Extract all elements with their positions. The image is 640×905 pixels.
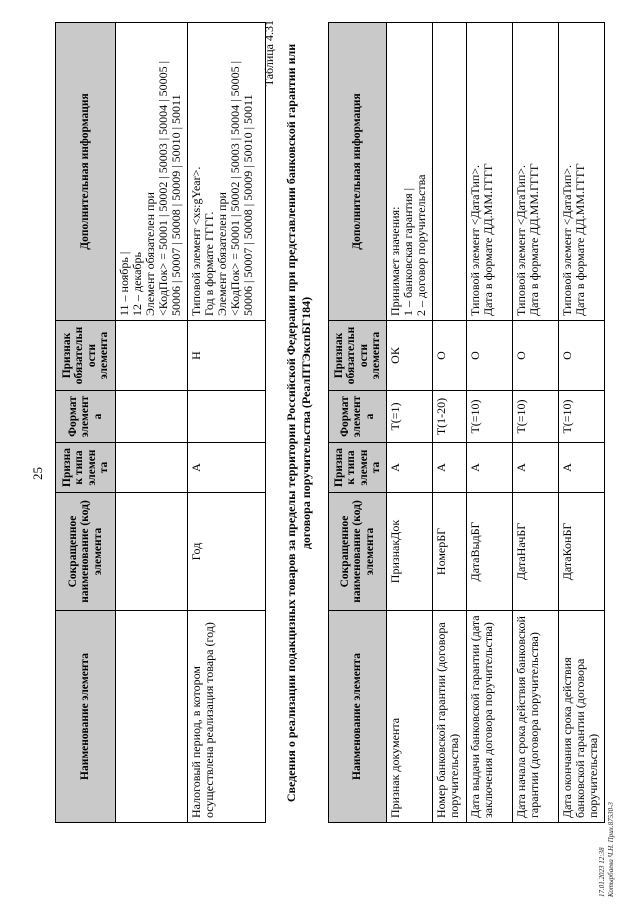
info-line: <КодПок> = 50001 | 50002 | 50003 | 50004 | 50005 |	[228, 61, 242, 316]
header-element-required: Признак обязательности элемента	[56, 321, 116, 391]
header-additional-info: Дополнительная информация	[56, 23, 116, 321]
cell-element-format	[116, 391, 188, 443]
cell-element-type: А	[433, 443, 467, 493]
cell-element-required: О	[433, 321, 467, 391]
cell-additional-info	[513, 23, 559, 321]
stamp-line: Котырбаева Ч.Н. Прих.87530-3	[607, 802, 615, 897]
cell-element-name: Номер банковской гарантии (договора поручительства)	[433, 611, 467, 823]
table-4-31	[328, 22, 605, 823]
cell-element-code: Год	[188, 493, 266, 611]
info-line: 50006 | 50007 | 50008 | 50009 | 50010 | 50011	[169, 94, 183, 316]
cell-element-type: А	[467, 443, 513, 493]
table-header-row	[329, 23, 387, 823]
cell-element-format	[188, 391, 266, 443]
info-line: 1 – банковская гарантия |	[401, 187, 415, 316]
table-row	[467, 23, 513, 823]
cell-element-code: ДатаНачБГ	[513, 493, 559, 611]
cell-element-name: Налоговый период, в котором осуществлена реализация товара (год)	[188, 611, 266, 823]
header-element-format: Формат элемента	[56, 391, 116, 443]
cell-element-format: T(=10)	[513, 391, 559, 443]
cell-element-format: T(=10)	[559, 391, 605, 443]
table-row	[188, 23, 266, 823]
cell-element-code: НомерБГ	[433, 493, 467, 611]
header-element-code: Сокращенное наименование (код) элемента	[56, 493, 116, 611]
cell-element-code: ПризнакДок	[387, 493, 433, 611]
header-additional-info: Дополнительная информация	[329, 23, 387, 321]
cell-additional-info	[116, 23, 188, 321]
info-line: 2 – договор поручительства	[414, 174, 428, 316]
info-line: Типовой элемент <ДатаТип>.	[514, 164, 528, 316]
cell-element-format: T(=1)	[387, 391, 433, 443]
table-row	[387, 23, 433, 823]
cell-element-code: ДатаВыдБГ	[467, 493, 513, 611]
cell-element-code: ДатаКонБГ	[559, 493, 605, 611]
info-line: Принимает значения:	[388, 206, 402, 316]
cell-element-name	[116, 611, 188, 823]
cell-element-type: А	[387, 443, 433, 493]
cell-element-name: Дата окончания срока действия банковской гарантии (договора поручительства)	[559, 611, 605, 823]
cell-element-required: О	[467, 321, 513, 391]
cell-additional-info	[559, 23, 605, 321]
header-element-required: Признак обязательности элемента	[329, 321, 387, 391]
table-row	[513, 23, 559, 823]
table-title: Сведения о реализации подакцизных товаров за пределы территории Российской Федерации при представлении банковской гарантии или договора поручительства (РеалПТЭкспБГ184)	[284, 43, 313, 803]
info-line: Типовой элемент <ДатаТип>.	[560, 164, 574, 316]
info-line: Дата в формате ДД.ММ.ГГГГ	[527, 163, 541, 316]
info-line: Типовой элемент <xs:gYear>.	[189, 166, 203, 316]
cell-element-required: ОК	[387, 321, 433, 391]
info-line: Дата в формате ДД.ММ.ГГГГ	[481, 163, 495, 316]
info-line: <КодПок> = 50001 | 50002 | 50003 | 50004 | 50005 |	[156, 61, 170, 316]
table-row	[433, 23, 467, 823]
header-element-type: Признак типа элемента	[56, 443, 116, 493]
table-header-row	[56, 23, 116, 823]
info-line: 12 – декабрь	[130, 252, 144, 316]
table-continued	[55, 22, 266, 823]
registration-stamp	[598, 697, 616, 897]
cell-element-format: T(1-20)	[433, 391, 467, 443]
info-line: Элемент обязателен при	[215, 192, 229, 316]
cell-element-required: О	[513, 321, 559, 391]
cell-element-name: Дата выдачи банковской гарантии (дата заключения договора поручительства)	[467, 611, 513, 823]
header-element-format: Формат элемента	[329, 391, 387, 443]
info-line: Дата в формате ДД.ММ.ГГГГ	[573, 163, 587, 316]
header-element-type: Признак типа элемента	[329, 443, 387, 493]
cell-element-code	[116, 493, 188, 611]
cell-element-required: О	[559, 321, 605, 391]
cell-element-name: Признак документа	[387, 611, 433, 823]
info-line: 11 – ноябрь |	[117, 251, 131, 316]
header-element-code: Сокращенное наименование (код) элемента	[329, 493, 387, 611]
cell-additional-info	[467, 23, 513, 321]
table-row	[116, 23, 188, 823]
page-number: 25	[30, 467, 45, 480]
cell-element-type: А	[188, 443, 266, 493]
info-line: Типовой элемент <ДатаТип>.	[468, 164, 482, 316]
table-label: Таблица 4.31	[262, 20, 276, 87]
cell-element-format: T(=10)	[467, 391, 513, 443]
info-line: Элемент обязателен при	[143, 192, 157, 316]
info-line: 50006 | 50007 | 50008 | 50009 | 50010 | 50011	[241, 94, 255, 316]
stamp-line: 17.01.2023 12:38	[598, 847, 606, 897]
info-line: Год в формате ГГГГ.	[202, 211, 216, 316]
cell-additional-info	[433, 23, 467, 321]
header-element-name: Наименование элемента	[56, 611, 116, 823]
cell-element-type: А	[513, 443, 559, 493]
cell-element-name: Дата начала срока действия банковской гарантии (договора поручительства)	[513, 611, 559, 823]
header-element-name: Наименование элемента	[329, 611, 387, 823]
cell-element-type: А	[559, 443, 605, 493]
cell-additional-info	[387, 23, 433, 321]
cell-element-required	[116, 321, 188, 391]
cell-additional-info	[188, 23, 266, 321]
cell-element-required: Н	[188, 321, 266, 391]
cell-element-type	[116, 443, 188, 493]
